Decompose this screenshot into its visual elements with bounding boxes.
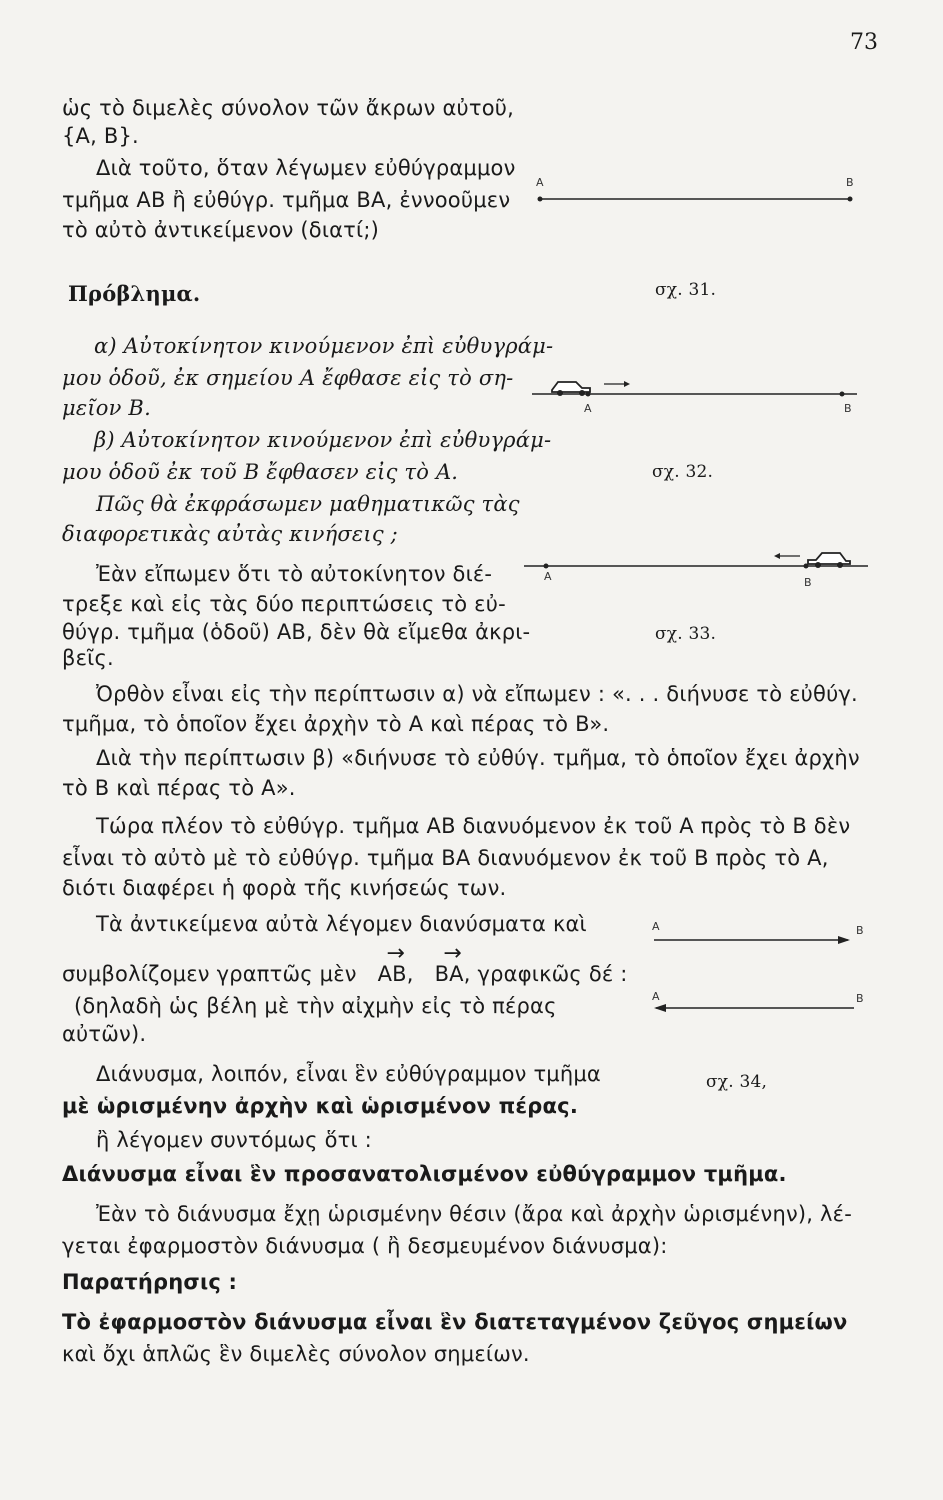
text-line: τὸ αὐτὸ ἀντικείμενον (διατί;) [62,218,379,242]
vector-ab: → AB, [378,962,414,986]
definition-statement: Διάνυσμα εἶναι ἓν προσανατολισμένον εὐθύγραμμον τμῆμα. [62,1162,787,1186]
text-line: μου ὁδοῦ ἐκ τοῦ B ἔφθασεν εἰς τὸ A. [62,460,459,484]
text-line: διότι διαφέρει ἡ φορὰ τῆς κινήσεώς των. [62,876,507,900]
text-line: μὲ ὡρισμένην ἀρχὴν καὶ ὡρισμένον πέρας. [62,1094,578,1118]
text-line: Ἐὰν τὸ διάνυσμα ἔχῃ ὡρισμένην θέσιν (ἄρα καὶ ἀρχὴν ὡρισμένην), λέ- [96,1202,853,1226]
figure-31-caption: σχ. 31. [655,280,717,300]
text-line: Ἐὰν εἴπωμεν ὅτι τὸ αὐτοκίνητον διέ- [96,562,493,586]
figure-32-label-a: A [584,402,592,415]
text-line: τρεξε καὶ εἰς τὰς δύο περιπτώσεις τὸ εὐ- [62,592,506,616]
figure-31-label-a: A [536,176,544,189]
text-line: μεῖον B. [62,396,151,420]
text-line: α) Αὐτοκίνητον κινούμενον ἐπὶ εὐθυγράμ- [94,334,554,358]
vector-ba: → BA, [435,962,471,986]
text-line: θύγρ. τμῆμα (ὁδοῦ) AB, δὲν θὰ εἴμεθα ἀκρι- [62,620,531,644]
text-line: μου ὁδοῦ, ἐκ σημείου A ἔφθασε εἰς τὸ ση- [62,366,514,390]
figure-34-bottom-label-a: A [652,990,660,1003]
figure-34-bottom-label-b: B [856,992,864,1005]
figure-34-vector-ba [648,998,868,1018]
figure-33-label-b: B [804,576,812,589]
text-line: τμῆμα, τὸ ὁποῖον ἔχει ἀρχὴν τὸ A καὶ πέρας τὸ B». [62,712,610,736]
figure-32-car-road [532,370,872,410]
figure-32-caption: σχ. 32. [652,462,714,482]
text-line: Ὀρθὸν εἶναι εἰς τὴν περίπτωσιν α) νὰ εἴπωμεν : «. . . διήνυσε τὸ εὐθύγ. [96,682,858,706]
figure-34-caption: σχ. 34, [706,1072,768,1092]
figure-31-segment [532,188,872,208]
text-line: διαφορετικὰς αὐτὰς κινήσεις ; [62,522,398,546]
figure-33-car-road [524,542,874,582]
text-line: γεται ἐφαρμοστὸν διάνυσμα ( ἢ δεσμευμένον διάνυσμα): [62,1234,668,1258]
text-line: Διάνυσμα, λοιπόν, εἶναι ἓν εὐθύγραμμον τμῆμα [96,1062,601,1086]
text-line: καὶ ὄχι ἁπλῶς ἓν διμελὲς σύνολον σημείων. [62,1342,530,1366]
problem-heading: Πρόβλημα. [68,281,201,306]
text-line: Διὰ τὴν περίπτωσιν β) «διήνυσε τὸ εὐθύγ. τμῆμα, τὸ ὁποῖον ἔχει ἀρχὴν [96,746,860,770]
text-line: (δηλαδὴ ὡς βέλη μὲ τὴν αἰχμὴν εἰς τὸ πέρας [74,994,557,1018]
text-fragment: γραφικῶς δέ : [477,962,628,986]
figure-34-vector-ab [648,930,868,950]
figure-34-top-label-b: B [856,924,864,937]
text-line: ὡς τὸ διμελὲς σύνολον τῶν ἄκρων αὐτοῦ, [62,96,515,120]
text-line: Τὰ ἀντικείμενα αὐτὰ λέγομεν διανύσματα καὶ [96,912,587,936]
text-line: β) Αὐτοκίνητον κινούμενον ἐπὶ εὐθυγράμ- [94,428,552,452]
figure-33-caption: σχ. 33. [655,624,717,644]
figure-32-label-b: B [844,402,852,415]
text-line: βεῖς. [62,646,114,670]
text-line: Τὸ ἐφαρμοστὸν διάνυσμα εἶναι ἓν διατεταγμένον ζεῦγος σημείων [62,1310,848,1334]
figure-34-top-label-a: A [652,920,660,933]
note-heading: Παρατήρησις : [62,1270,238,1294]
figure-31-label-b: B [846,176,854,189]
text-line [62,962,628,986]
page-number: 73 [850,30,878,55]
text-line: αὐτῶν). [62,1022,147,1046]
text-line: {A, B}. [62,124,139,148]
text-line: ἢ λέγομεν συντόμως ὅτι : [96,1128,372,1152]
text-line: Διὰ τοῦτο, ὅταν λέγωμεν εὐθύγραμμον [96,156,516,180]
text-line: εἶναι τὸ αὐτὸ μὲ τὸ εὐθύγρ. τμῆμα BA διανυόμενον ἐκ τοῦ B πρὸς τὸ A, [62,846,829,870]
text-line: τμῆμα AB ἢ εὐθύγρ. τμῆμα BA, ἐννοοῦμεν [62,188,511,212]
text-line: τὸ B καὶ πέρας τὸ A». [62,776,296,800]
text-fragment: συμβολίζομεν γραπτῶς μὲν [62,962,357,986]
text-line: Τώρα πλέον τὸ εὐθύγρ. τμῆμα AB διανυόμενον ἐκ τοῦ A πρὸς τὸ B δὲν [96,814,851,838]
figure-33-label-a: A [544,570,552,583]
text-line: Πῶς θὰ ἐκφράσωμεν μαθηματικῶς τὰς [96,492,520,516]
